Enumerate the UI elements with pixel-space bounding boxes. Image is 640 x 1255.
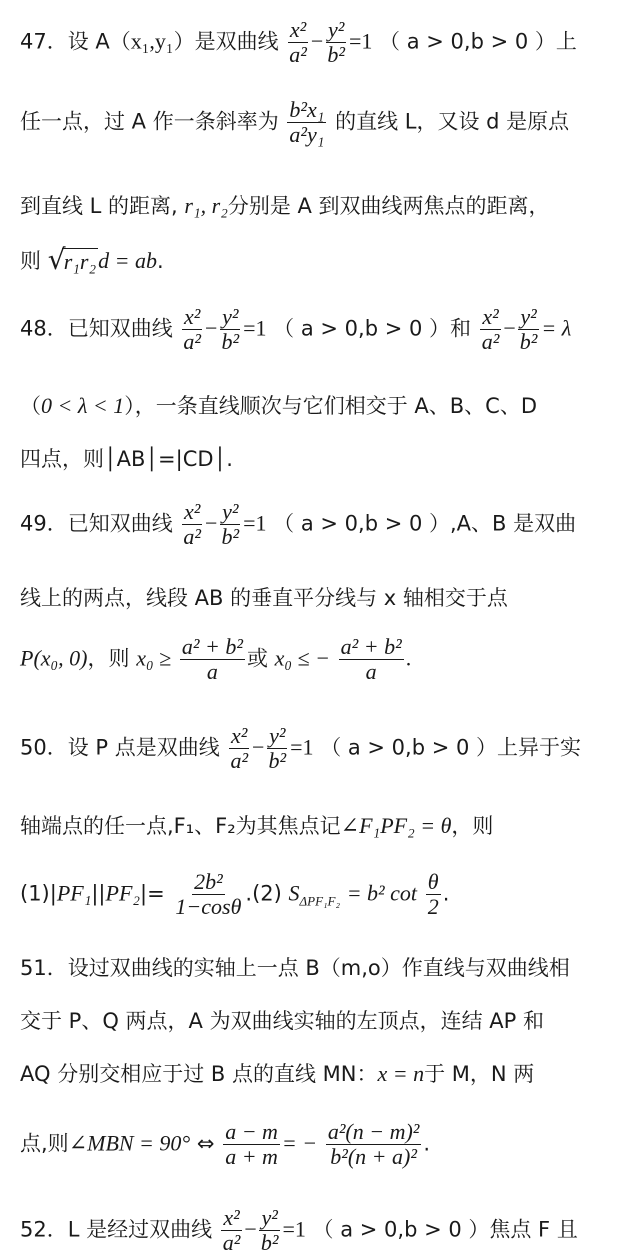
line-47-2: 任一点，过 A 作一条斜率为 $\frac{\text{b²x₁}}{\text{a²y₁}}$ 的直线 L，又设 d 是原点 <box>20 97 570 147</box>
line-48-3: 四点，则│AB│=|CD│. <box>20 447 233 471</box>
line-49-3: P(x₀, 0)，则 x₀ ≥ $\frac{\text{a² + b²}}{a}$ 或 x₀ ≤ − $\frac{\text{a² + b²}}{a}$ . <box>20 634 412 684</box>
fraction-theta-over-2: $\frac{\theta}{2}$ <box>427 869 439 919</box>
line-50-2: 轴端点的任一点,F₁、F₂为其焦点记∠F₁PF₂ = θ，则 <box>20 813 494 838</box>
line-48-2: （0 < λ < 1），一条直线顺次与它们相交于 A、B、C、D <box>20 393 538 418</box>
fraction-y2-b2: $\frac{\text{y²}}{\text{b²}}$ <box>519 304 538 354</box>
fraction-y2-b2: $\frac{\text{y²}}{\text{b²}}$ <box>221 304 240 354</box>
fraction-a2-over-b2: $\frac{\text{a²(n − m)²}}{\text{b²(n + a)²}}$ <box>327 1119 420 1169</box>
fraction-y2-b2: $\frac{\text{y²}}{\text{b²}}$ <box>260 1205 279 1255</box>
fraction-a2b2-over-a: $\frac{\text{a² + b²}}{a}$ <box>181 634 243 684</box>
fraction-a-minus-m-over-a-plus-m: $\frac{a - m}{a + m}$ <box>225 1119 278 1169</box>
fraction-x2-a2: $\frac{\text{x²}}{\text{a²}}$ <box>230 723 249 773</box>
sqrt-expression: √ r₁r₂ <box>47 243 97 276</box>
line-48-1: 48．已知双曲线 $\frac{\text{x²}}{\text{a²}}$ − $\frac{\text{y²}}{\text{b²}}$ =1 （ a > 0,b > 0 ）和 $\frac{\text{x²}}{\text{a²}}$ − $\frac{\text{y²}}{\text{b²}}$ = λ <box>20 304 572 354</box>
line-50-1: 50．设 P 点是双曲线 $\frac{\text{x²}}{\text{a²}}$ − $\frac{\text{y²}}{\text{b²}}$ =1 （ a > 0,b > 0 ）上异于实 <box>20 723 582 773</box>
line-50-3: (1)|PF₁||PF₂|= $\frac{\text{2b²}}{1-\cos\theta}$ .(2) $S_{\Delta PF_1F_2} = b^2$ cot $\frac{\theta}{2}$ . <box>20 869 450 919</box>
fraction-y2-b2: $\frac{\text{y²}}{\text{b²}}$ <box>221 499 240 549</box>
line-49-1: 49．已知双曲线 $\frac{\text{x²}}{\text{a²}}$ − $\frac{\text{y²}}{\text{b²}}$ =1 （ a > 0,b > 0 ）,A、B 是双曲 <box>20 499 577 549</box>
line-51-2: 交于 P、Q 两点，A 为双曲线实轴的左顶点，连结 AP 和 <box>20 1009 544 1033</box>
line-51-3: AQ 分别交相应于过 B 点的直线 MN：x = n于 M，N 两 <box>20 1061 535 1086</box>
fraction-2b2-over-1-cos: $\frac{\text{2b²}}{1-\cos\theta}$ <box>175 869 242 919</box>
fraction-x2-a2: $\frac{\text{x²}}{\text{a²}}$ <box>481 304 500 354</box>
fraction-x2-a2: $\frac{\text{x²}}{\text{a²}}$ <box>222 1205 241 1255</box>
line-47-1: 47．设 A（x₁,y₁）是双曲线 $\frac{\text{x²}}{\text{a²}}$ − $\frac{\text{y²}}{\text{b²}}$ =1 （ a > 0,b > 0 ）上 <box>20 17 577 67</box>
line-47-3: 到直线 L 的距离, r₁, r₂分别是 A 到双曲线两焦点的距离， <box>20 193 550 218</box>
fraction-y2-b2: $\frac{\text{y²}}{\text{b²}}$ <box>268 723 287 773</box>
line-47-4: 则 √ r₁r₂d = ab. <box>20 243 164 276</box>
fraction-x2-a2: $\frac{\text{x²}}{\text{a²}}$ <box>183 499 202 549</box>
fraction-x2-a2: $\frac{\text{x²}}{\text{a²}}$ <box>183 304 202 354</box>
fraction-slope: $\frac{\text{b²x₁}}{\text{a²y₁}}$ <box>289 97 325 147</box>
line-51-1: 51．设过双曲线的实轴上一点 B（m,o）作直线与双曲线相 <box>20 956 570 980</box>
line-51-4: 点,则∠MBN = 90° ⇔ $\frac{a - m}{a + m}$ = − $\frac{\text{a²(n − m)²}}{\text{b²(n + a)²}}$ . <box>20 1119 431 1169</box>
line-52-1: 52．L 是经过双曲线 $\frac{\text{x²}}{\text{a²}}$ − $\frac{\text{y²}}{\text{b²}}$ =1 （ a > 0,b > 0 ）焦点 F 且 <box>20 1205 578 1255</box>
fraction-y2-b2: $\frac{\text{y²}}{\text{b²}}$ <box>327 17 345 67</box>
fraction-x2-a2: $\frac{\text{x²}}{\text{a²}}$ <box>289 17 307 67</box>
fraction-a2b2-over-a-2: $\frac{\text{a² + b²}}{a}$ <box>340 634 402 684</box>
line-49-2: 线上的两点，线段 AB 的垂直平分线与 x 轴相交于点 <box>20 586 508 610</box>
